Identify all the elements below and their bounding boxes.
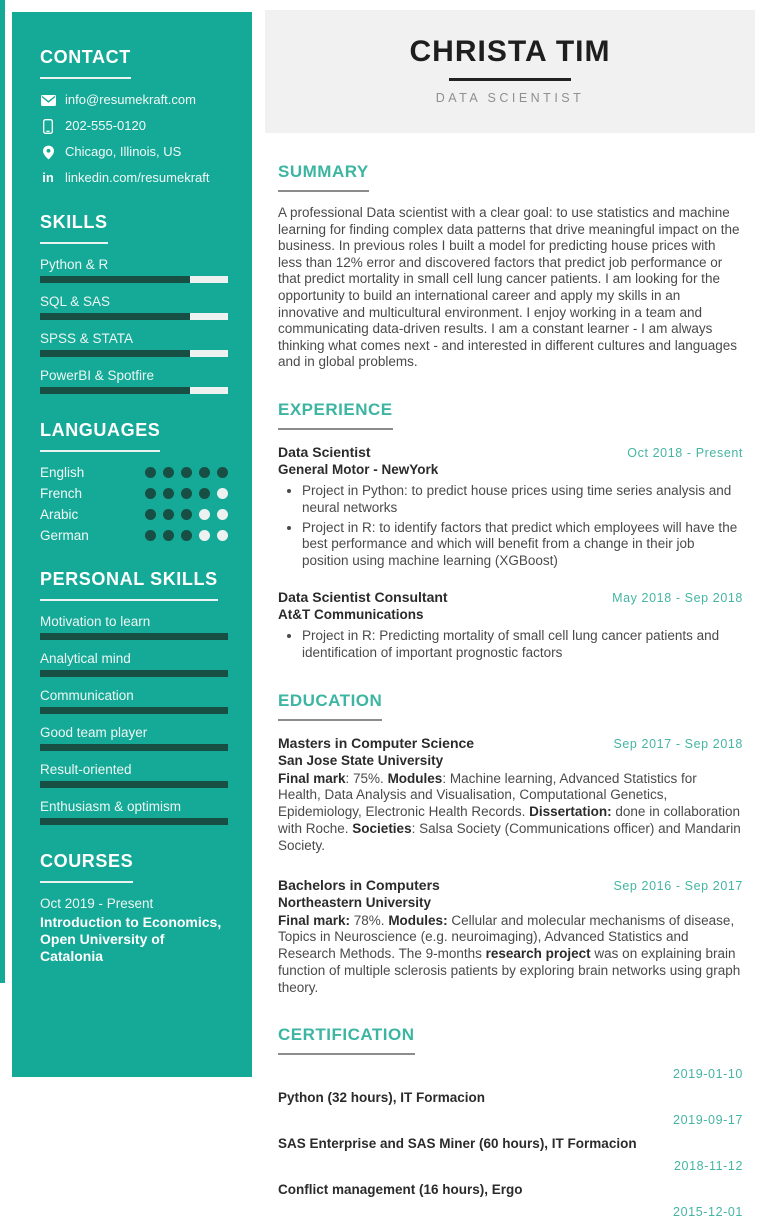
level-dot: [199, 488, 210, 499]
certification-heading: CERTIFICATION: [278, 1025, 415, 1055]
location-icon: [40, 145, 56, 160]
personal-skill-item-label: Result-oriented: [40, 762, 132, 777]
main-content: [265, 0, 755, 1228]
email-icon: [40, 95, 56, 106]
personal-skill-item-bar-fill: [40, 818, 228, 825]
level-dot: [163, 530, 174, 541]
skill-item-label: PowerBI & Spotfire: [40, 368, 155, 383]
job-entry: [278, 589, 743, 662]
education-section: [278, 691, 743, 997]
education-titles: [278, 735, 474, 769]
skill-item: [40, 294, 228, 320]
education-header: [278, 877, 743, 911]
contact-item: [40, 118, 228, 134]
skill-item-label: SQL & SAS: [40, 294, 111, 309]
job-dates: Oct 2018 - Present: [627, 445, 743, 460]
description-segment: Dissertation:: [529, 804, 612, 820]
level-dot: [199, 509, 210, 520]
certification-date: 2019-01-10: [673, 1067, 743, 1082]
personal-skills-heading: PERSONAL SKILLS: [40, 569, 218, 601]
job-bullets: [278, 628, 743, 662]
certification-entry: [278, 1159, 743, 1198]
job-entry: [278, 444, 743, 570]
course-title: [40, 914, 228, 965]
skill-item: [40, 331, 228, 357]
personal-skill-item: [40, 688, 228, 714]
language-level-dots: [145, 467, 228, 478]
language-item: [40, 507, 228, 522]
language-level-dots: [145, 509, 228, 520]
level-dot: [145, 488, 156, 499]
personal-skill-item: [40, 762, 228, 788]
skill-item-bar-fill: [40, 313, 190, 320]
job-dates: May 2018 - Sep 2018: [612, 590, 743, 605]
summary-section: [278, 162, 743, 371]
certification-title: Conflict management (16 hours), Ergo: [278, 1182, 523, 1198]
courses-heading: COURSES: [40, 851, 133, 883]
person-title: DATA SCIENTIST: [435, 91, 585, 105]
skill-item-bar: [40, 350, 228, 357]
level-dot: [217, 530, 228, 541]
language-item: [40, 465, 228, 480]
description-segment: : Machine learning, Advanced Statistics for Health, Data Analysis and Visualisation, Computational Genetics, Epidemiology, Electronic Health Records.: [278, 770, 697, 820]
languages-heading: LANGUAGES: [40, 420, 160, 452]
person-name: CHRISTA TIM: [409, 35, 611, 68]
language-label: Arabic: [40, 507, 79, 522]
job-company: At&T Communications: [278, 606, 424, 622]
job-bullet: • Project in R: Predicting mortality of small cell lung cancer patients and identification of important prognostic factors: [302, 628, 743, 662]
contact-list: [40, 92, 228, 186]
education-heading: EDUCATION: [278, 691, 382, 721]
contact-item: [40, 144, 228, 160]
personal-skill-item-bar-fill: [40, 744, 228, 751]
personal-skill-item-bar-fill: [40, 633, 228, 640]
contact-text: 202-555-0120: [65, 118, 146, 133]
skills-list: [40, 257, 228, 394]
personal-skill-item: [40, 651, 228, 677]
personal-skill-item-bar-fill: [40, 670, 228, 677]
experience-heading: EXPERIENCE: [278, 400, 393, 430]
certification-entry: [278, 1205, 743, 1219]
certification-entry: [278, 1067, 743, 1106]
level-dot: [217, 488, 228, 499]
certification-items: [278, 1067, 743, 1219]
personal-skills-section: [40, 569, 228, 825]
personal-skill-item-bar: [40, 633, 228, 640]
description-segment: done in collaboration with Roche.: [278, 804, 740, 836]
level-dot: [163, 509, 174, 520]
level-dot: [163, 467, 174, 478]
language-level-dots: [145, 530, 228, 541]
personal-skill-item-bar: [40, 707, 228, 714]
certification-title: Python (32 hours), IT Formacion: [278, 1090, 486, 1106]
description-segment: Societies: [352, 820, 412, 836]
level-dot: [217, 467, 228, 478]
contact-text: info@resumekraft.com: [65, 92, 196, 107]
description-segment: 78%.: [350, 912, 389, 928]
job-title: Data Scientist: [278, 443, 371, 460]
languages-section: [40, 420, 228, 543]
education-dates: Sep 2017 - Sep 2018: [613, 736, 743, 751]
language-label: French: [40, 486, 83, 501]
education-entry: [278, 877, 743, 997]
sidebar: [12, 12, 252, 1077]
personal-skill-item: [40, 614, 228, 640]
language-item: [40, 486, 228, 501]
job-header: [278, 444, 743, 478]
skill-item-bar: [40, 276, 228, 283]
header-block: [265, 10, 755, 133]
certification-entry: [278, 1113, 743, 1152]
description-segment: Final mark: [278, 770, 346, 786]
experience-jobs: [278, 444, 743, 662]
language-item: [40, 528, 228, 543]
description-segment: : 75%.: [345, 770, 388, 786]
skill-item-bar-fill: [40, 276, 190, 283]
course-title-line: Open University of Catalonia: [40, 931, 165, 964]
skills-heading: SKILLS: [40, 212, 108, 244]
summary-text: A professional Data scientist with a clear goal: to use statistics and machine learning for finding complex data patterns that drive meaningful impact on the business. In previous roles I built a model for predicting house prices with less than 12% error and discovered factors that predict job performance or that predict mortality in small cell lung cancer patients. I am looking for the opportunity to build an international career and apply my skills in an innovative and multicultural environment. I enjoy working in a team and communicating data-driven results. I am a constant learner - I am always thinking what comes next - and interested in different cultures and languages and in global problems.: [278, 205, 740, 370]
description-segment: Modules: [387, 770, 443, 786]
job-titles: [278, 589, 448, 623]
certification-date: 2019-09-17: [673, 1113, 743, 1128]
course-date: Oct 2019 - Present: [40, 896, 154, 911]
course-title-line: Introduction to Economics,: [40, 914, 222, 930]
personal-skill-item: [40, 725, 228, 751]
personal-skill-item-label: Analytical mind: [40, 651, 131, 666]
personal-skill-item-bar-fill: [40, 781, 228, 788]
level-dot: [199, 530, 210, 541]
job-company: General Motor - NewYork: [278, 461, 439, 477]
courses-section: [40, 851, 228, 965]
skill-item-bar-fill: [40, 350, 190, 357]
certification-section: [278, 1025, 743, 1219]
level-dot: [181, 467, 192, 478]
experience-section: [278, 400, 743, 662]
name-underline: [449, 78, 571, 81]
level-dot: [145, 530, 156, 541]
language-level-dots: [145, 488, 228, 499]
education-titles: [278, 877, 440, 911]
job-bullet: • Project in R: to identify factors that predict which employees will have the best performance and which will benefit from a change in their job position using machine learning (XGBoost): [302, 520, 743, 570]
education-items: [278, 735, 743, 997]
description-segment: : Salsa Society (Communications officer) and Mandarin Society.: [278, 820, 741, 853]
personal-skill-item-label: Communication: [40, 688, 134, 703]
contact-heading: CONTACT: [40, 47, 131, 79]
linkedin-icon: in: [42, 170, 54, 185]
education-header: [278, 735, 743, 769]
description-segment: research project: [485, 946, 591, 962]
languages-list: [40, 465, 228, 543]
contact-section: [40, 47, 228, 186]
personal-skill-item-label: Motivation to learn: [40, 614, 151, 629]
personal-skill-item-bar: [40, 744, 228, 751]
education-dates: Sep 2016 - Sep 2017: [613, 878, 743, 893]
job-titles: [278, 444, 438, 478]
description-segment: was on explaining brain function of multiple sclerosis patients by exploring brain networks using graph theory.: [278, 946, 741, 995]
skill-item-label: Python & R: [40, 257, 109, 272]
personal-skills-list: [40, 614, 228, 825]
degree-title: Masters in Computer Science: [278, 734, 475, 751]
language-label: German: [40, 528, 89, 543]
contact-item: [40, 92, 228, 108]
job-header: [278, 589, 743, 623]
personal-skill-item-bar: [40, 781, 228, 788]
description-segment: Cellular and molecular mechanisms of disease, Topics in Neuroscience (e.g. neuroimaging), Advanced Statistics and Research Methods. The 9-months: [278, 912, 735, 962]
skills-section: [40, 212, 228, 394]
skill-item-bar: [40, 387, 228, 394]
skill-item-bar: [40, 313, 228, 320]
contact-text: Chicago, Illinois, US: [65, 144, 182, 159]
personal-skill-item: [40, 799, 228, 825]
personal-skill-item-label: Enthusiasm & optimism: [40, 799, 182, 814]
skill-item-label: SPSS & STATA: [40, 331, 134, 346]
school-name: Northeastern University: [278, 894, 432, 910]
personal-skill-item-bar: [40, 818, 228, 825]
level-dot: [181, 488, 192, 499]
certification-date: 2015-12-01: [673, 1205, 743, 1220]
level-dot: [181, 530, 192, 541]
level-dot: [181, 509, 192, 520]
school-name: San Jose State University: [278, 752, 444, 768]
personal-skill-item-label: Good team player: [40, 725, 148, 740]
personal-skill-item-bar: [40, 670, 228, 677]
summary-heading: SUMMARY: [278, 162, 369, 192]
personal-skill-item-bar-fill: [40, 707, 228, 714]
degree-title: Bachelors in Computers: [278, 876, 440, 893]
level-dot: [217, 509, 228, 520]
skill-item: [40, 257, 228, 283]
education-entry: [278, 735, 743, 855]
page-edge-stripe: [0, 0, 5, 983]
level-dot: [145, 467, 156, 478]
level-dot: [145, 509, 156, 520]
contact-item: [40, 170, 228, 186]
certification-title: SAS Enterprise and SAS Miner (60 hours), IT Formacion: [278, 1136, 637, 1152]
language-label: English: [40, 465, 85, 480]
skill-item-bar-fill: [40, 387, 190, 394]
level-dot: [163, 488, 174, 499]
job-bullet: • Project in Python: to predict house prices using time series analysis and neural networks: [302, 483, 743, 517]
phone-icon: [40, 119, 56, 134]
job-bullets: [278, 483, 743, 570]
certification-date: 2018-11-12: [673, 1159, 743, 1174]
education-description: [278, 771, 743, 855]
description-segment: Modules:: [388, 912, 448, 928]
job-title: Data Scientist Consultant: [278, 588, 448, 605]
education-description: [278, 913, 743, 997]
skill-item: [40, 368, 228, 394]
contact-text: linkedin.com/resumekraft: [65, 170, 210, 185]
level-dot: [199, 467, 210, 478]
description-segment: Final mark:: [278, 912, 351, 928]
